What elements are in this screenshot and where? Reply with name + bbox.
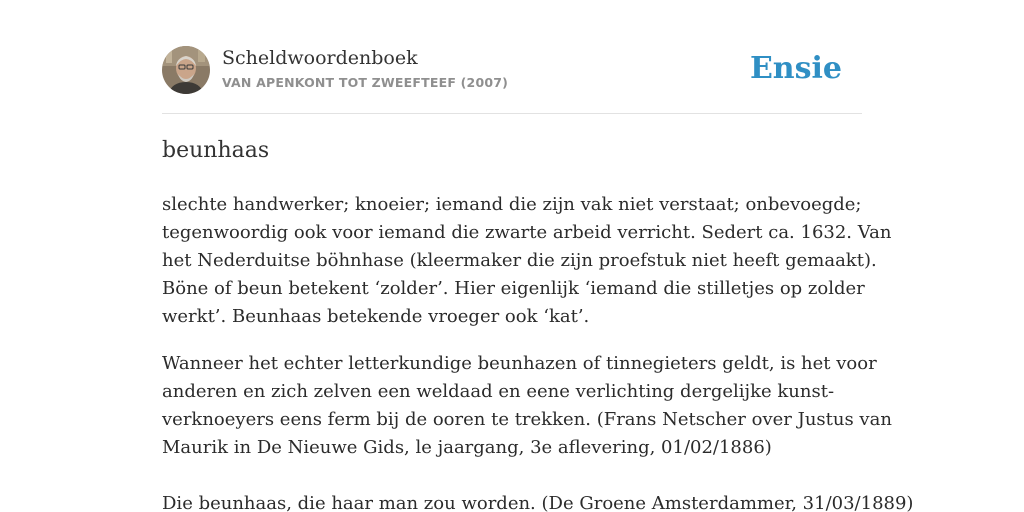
quote-line: Die beunhaas, die haar man zou worden. (De Groene Amsterdammer, 31/03/1889) xyxy=(162,493,914,512)
source-title[interactable]: Scheldwoordenboek xyxy=(222,47,418,69)
entry-term: beunhaas xyxy=(162,138,270,163)
definition-line: het Nederduitse böhnhase (kleermaker die zijn proefstuk niet heeft gemaakt). xyxy=(162,250,877,271)
author-portrait-icon[interactable] xyxy=(162,46,210,94)
definition-paragraph xyxy=(162,191,892,331)
quote-line: anderen en zich zelven een weldaad en eene verlichting dergelijke kunst- xyxy=(162,381,835,402)
source-subtitle: VAN APENKONT TOT ZWEEFTEEF (2007) xyxy=(222,75,509,90)
quote-spacer xyxy=(162,462,862,490)
entry-content xyxy=(162,191,914,512)
definition-line: werkt’. Beunhaas betekende vroeger ook ‘kat’. xyxy=(162,306,590,327)
avatar-image xyxy=(162,46,210,94)
ensie-logo[interactable]: Ensie xyxy=(749,51,842,86)
definition-line: tegenwoordig ook voor iemand die zwarte arbeid verricht. Sedert ca. 1632. Van xyxy=(162,222,892,243)
definition-line: slechte handwerker; knoeier; iemand die zijn vak niet verstaat; onbevoegde; xyxy=(162,194,862,215)
quote-line: Maurik in De Nieuwe Gids, le jaargang, 3e aflevering, 01/02/1886) xyxy=(162,437,772,458)
definition-line: Böne of beun betekent ‘zolder’. Hier eigenlijk ‘iemand die stilletjes op zolder xyxy=(162,278,865,299)
quote-paragraph xyxy=(162,350,914,512)
quote-line: Wanneer het echter letterkundige beunhazen of tinnegieters geldt, is het voor xyxy=(162,353,877,374)
quote-line: verknoeyers eens ferm bij de ooren te trekken. (Frans Netscher over Justus van xyxy=(162,409,892,430)
source-header xyxy=(162,46,862,98)
header-divider xyxy=(162,113,862,114)
